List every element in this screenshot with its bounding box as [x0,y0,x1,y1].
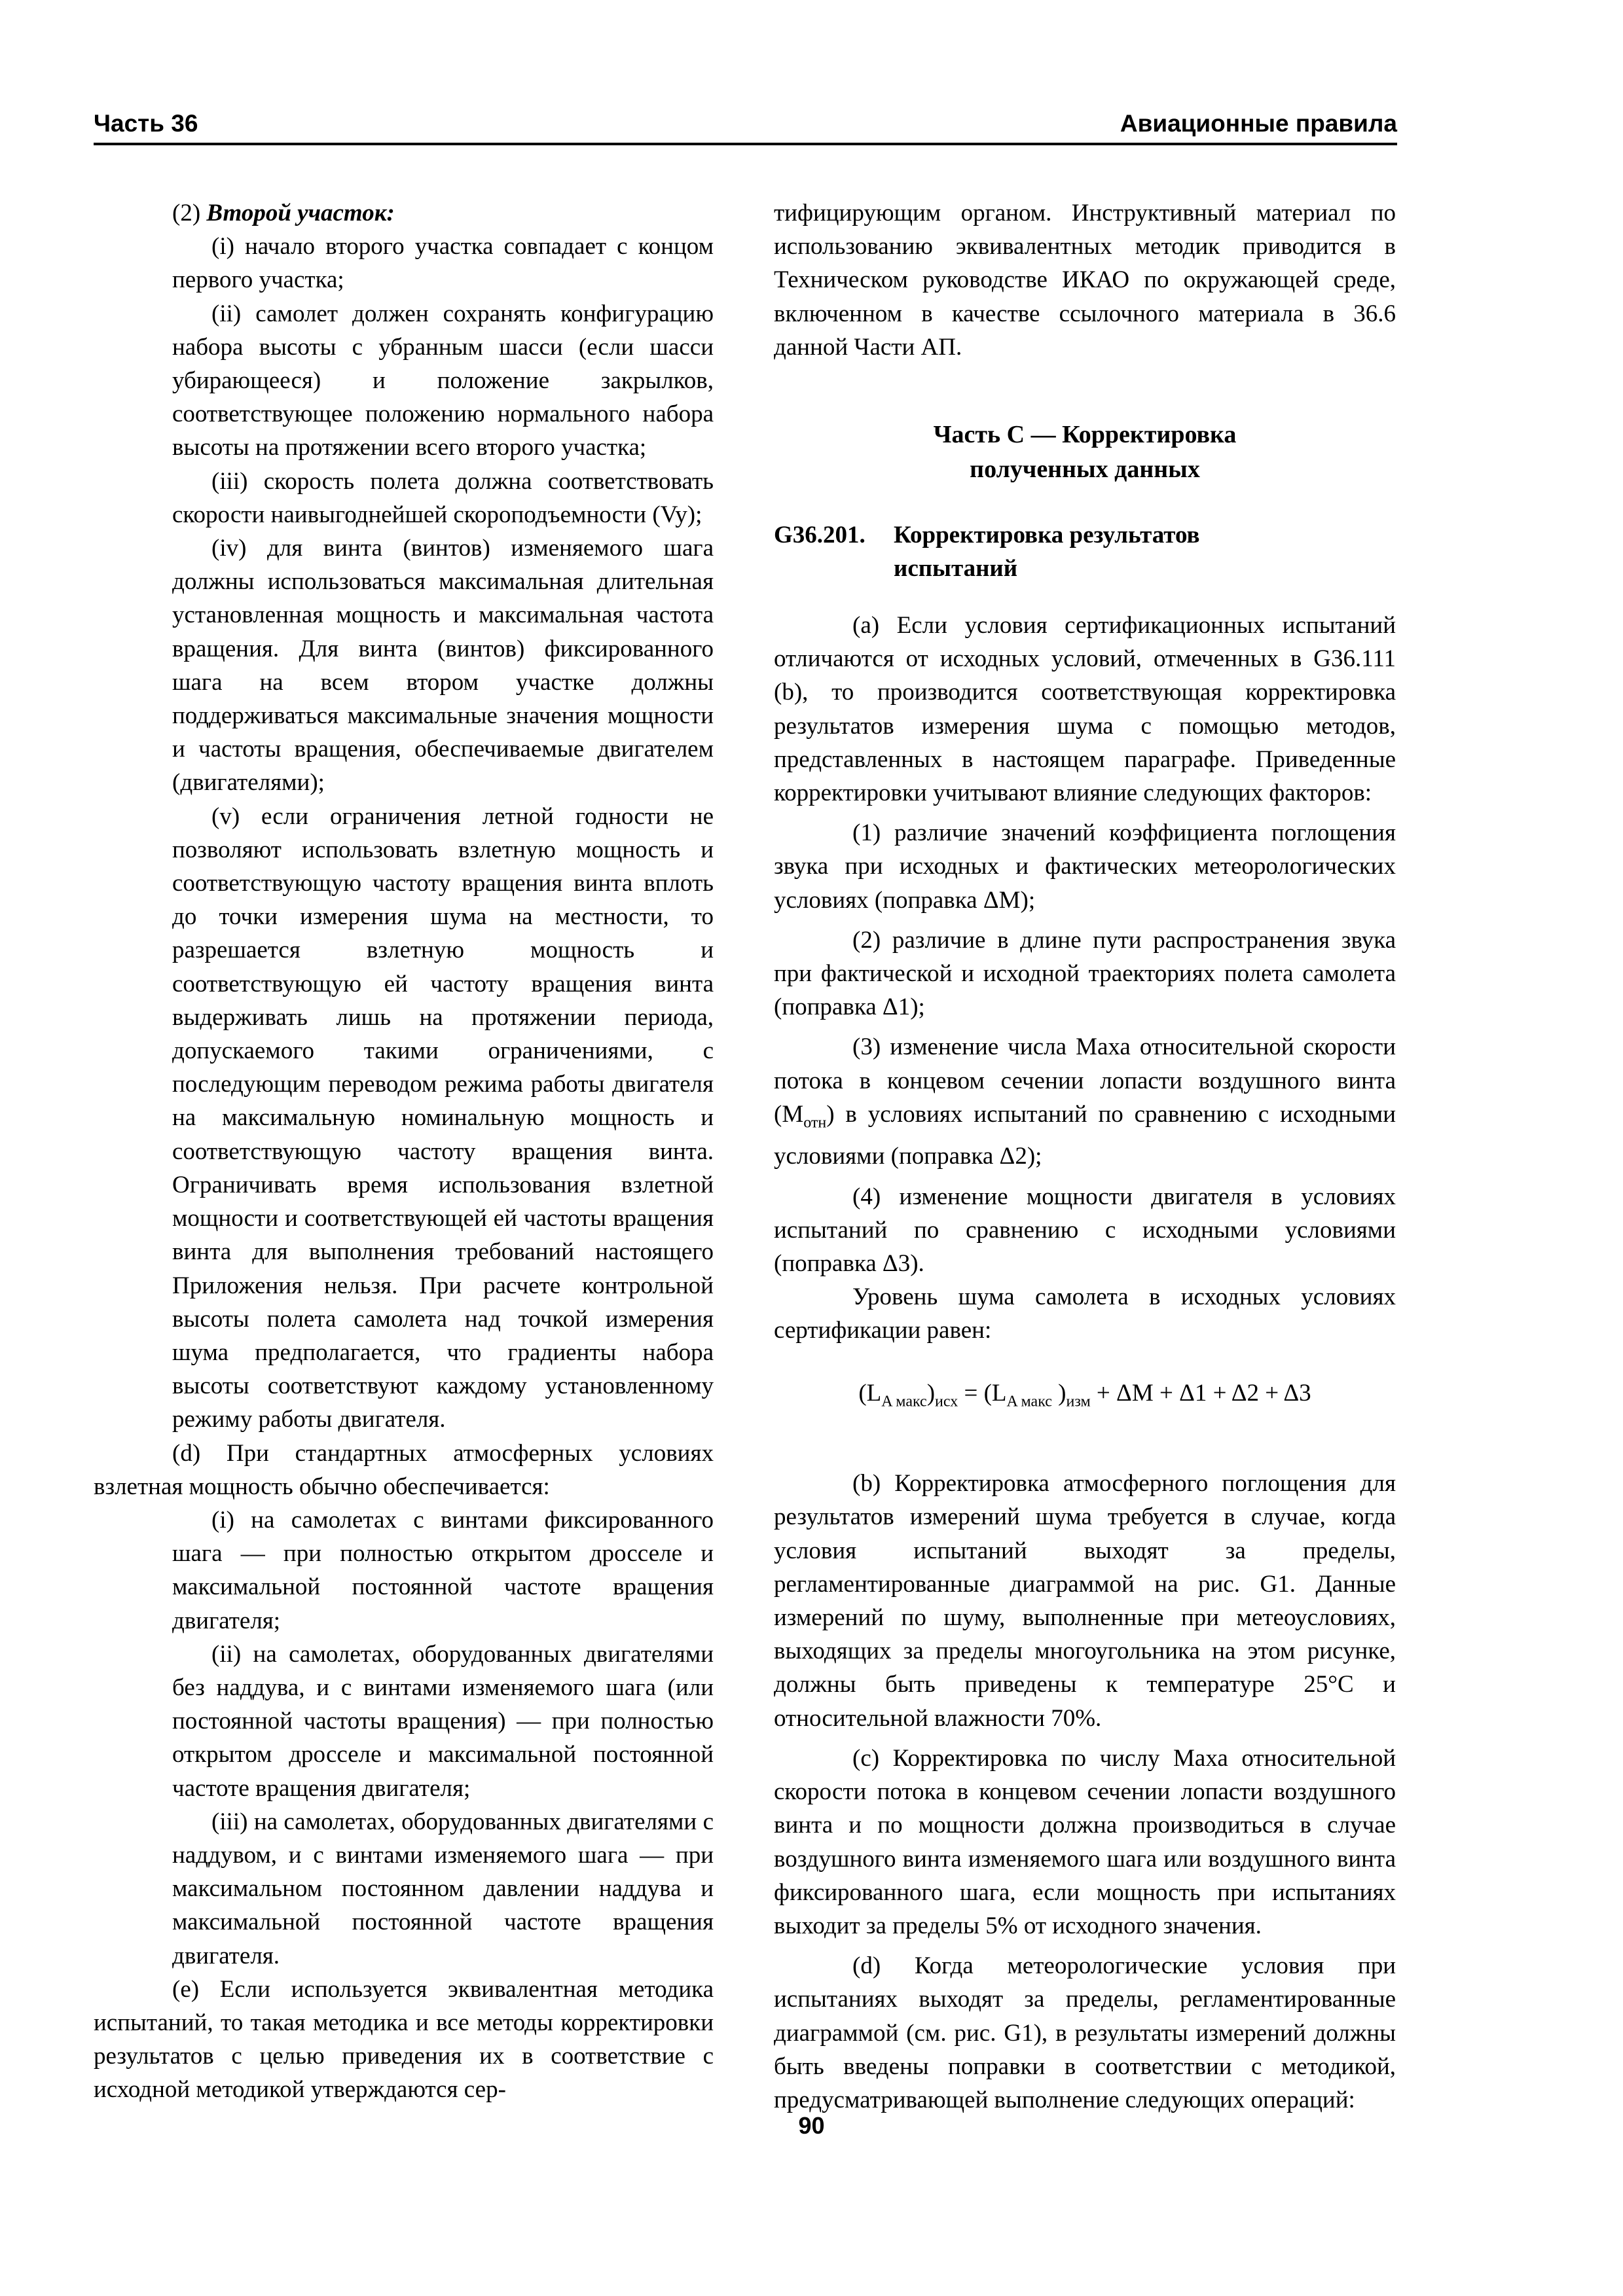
paragraph: (v) если ограничения летной годности не позволяют использовать взлетную мощность и соответствующую частоту вращения винта вплоть до точки измерения шума на местности, то разрешается взлетную мощность и соответствующую ей частоту вращения винта выдерживать лишь на протяжении периода, допускаемого такими ограничениями, с последующим переводом режима работы двигателя на максимальную номинальную мощность и соответствующую частоту вращения винта. Ограничивать время использования взлетной мощности и соответствующей ей частоты вращения винта для выполнения требований настоящего Приложения нельзя. При расчете контрольной высоты полета самолета над точкой измерения шума предполагается, что градиенты набора высоты соответствуют каждому установленному режиму работы двигателя. [172,802,714,1433]
left-column [94,196,714,2107]
paragraph: (c) Корректировка по числу Маха относительной скорости потока в концевом сечении лопасти воздушного винта и по мощности должна производиться в случае воздушного винта изменяемого шага или воздушного винта фиксированного шага, если мощность при испытаниях выходит за пределы 5% от исходного значения. [774,1744,1396,1939]
paragraph: (b) Корректировка атмосферного поглощения для результатов измерений шума требуется в случае, когда условия испытаний выходят за пределы, регламентированные диаграммой на рис. G1. Данные измерений по шуму, выполненные при метеоусловиях, выходящих за пределы многоугольника на этом рисунке, должны быть приведены к температуре 25°C и относительной влажности 70%. [774,1470,1396,1732]
right-column [774,196,1396,2117]
section-title: Корректировка результатов испытаний [894,522,1200,583]
paragraph: (a) Если условия сертификационных испытаний отличаются от исходных условий, отмеченных в G36.111 (b), то производится соответствующая корректировка результатов измерения шума с помощью методов, представленных в настоящем параграфе. Приведенные корректировки учитывают влияние следующих факторов: [774,612,1396,807]
paragraph: (d) При стандартных атмосферных условиях взлетная мощность обычно обеспечивается: [94,1439,714,1500]
paragraph: (1) различие значений коэффициента поглощения звука при исходных и фактических метеорологических условиях (поправка ΔM); [774,819,1396,914]
paragraph: (2) различие в длине пути распространения звука при фактической и исходной траекториях полета самолета (поправка Δ1); [774,926,1396,1021]
paragraph: (iv) для винта (винтов) изменяемого шага должны использоваться максимальная длительная установленная мощность и максимальная частота вращения. Для винта (винтов) фиксированного шага на всем втором участке должны поддерживаться максимальные значения мощности и частоты вращения, обеспечиваемые двигателем (двигателями); [172,535,714,797]
paragraph: (3) изменение числа Маха относительной скорости потока в концевом сечении лопасти воздушного винта $(M_{отн})$ в условиях испытаний по сравнению с исходными условиями (поправка Δ2); [774,1033,1396,1170]
header-part-label: Часть 36 [94,110,198,137]
paragraph: тифицирующим органом. Инструктивный материал по использованию эквивалентных методик приводится в Техническом руководстве ИКАО по окружающей среде, включенном в качестве ссылочного материала в 36.6 данной Части АП. [774,200,1396,361]
paragraph: (ii) на самолетах, оборудованных двигателями без наддува, и с винтами изменяемого шага (или постоянной частоты вращения) — при полностью открытом дросселе и максимальной постоянной частоте вращения двигателя; [172,1640,714,1802]
header-document-title: Авиационные правила [1120,110,1397,137]
paragraph: (i) начало второго участка совпадает с концом первого участка; [172,233,714,294]
section-number: G36.201. [774,522,866,549]
paragraph: (4) изменение мощности двигателя в условиях испытаний по сравнению с исходными условиями (поправка Δ3). [774,1183,1396,1278]
paragraph: (ii) самолет должен сохранять конфигурацию набора высоты с убранным шасси (если шасси убирающееся) и положение закрылков, соответствующее положению нормального набора высоты на протяжении всего второго участка; [172,300,714,461]
subsection-title: Второй участок: [206,200,395,226]
paragraph: (i) на самолетах с винтами фиксированного шага — при полностью открытом дросселе и максимальной постоянной частоте вращения двигателя; [172,1506,714,1634]
paragraph: (e) Если используется эквивалентная методика испытаний, то такая методика и все методы корректировки результатов с целью приведения их в соответствие с исходной методикой утверждаются сер- [94,1975,714,2104]
paragraph: (d) Когда метеорологические условия при испытаниях выходят за пределы, регламентированные диаграммой (см. рис. G1), в результаты измерений должны быть введены поправки в соответствии с методикой, предусматривающей выполнение следующих операций: [774,1952,1396,2113]
paragraph: Уровень шума самолета в исходных условиях сертификации равен: [774,1283,1396,1344]
page-number: 90 [798,2112,825,2139]
part-heading: Часть С — Корректировка полученных данных [933,421,1237,484]
paragraph: (iii) скорость полета должна соответствовать скорости наивыгоднейшей скороподъемности (Vy); [172,467,714,528]
section-heading [774,518,1396,585]
paragraph: (2) Второй участок: [172,200,395,226]
page-header [94,103,1397,145]
paragraph: (iii) на самолетах, оборудованных двигателями с наддувом, и с винтами изменяемого шага — при максимальном постоянном давлении наддува и максимальной постоянной частоте вращения двигателя. [172,1808,714,1969]
formula: $(L_{A макс})_{исх} = (L_{A макс}$ )$_{изм} + \Delta M + \Delta 1 + \Delta 2 + \Delta 3$ [858,1379,1311,1410]
